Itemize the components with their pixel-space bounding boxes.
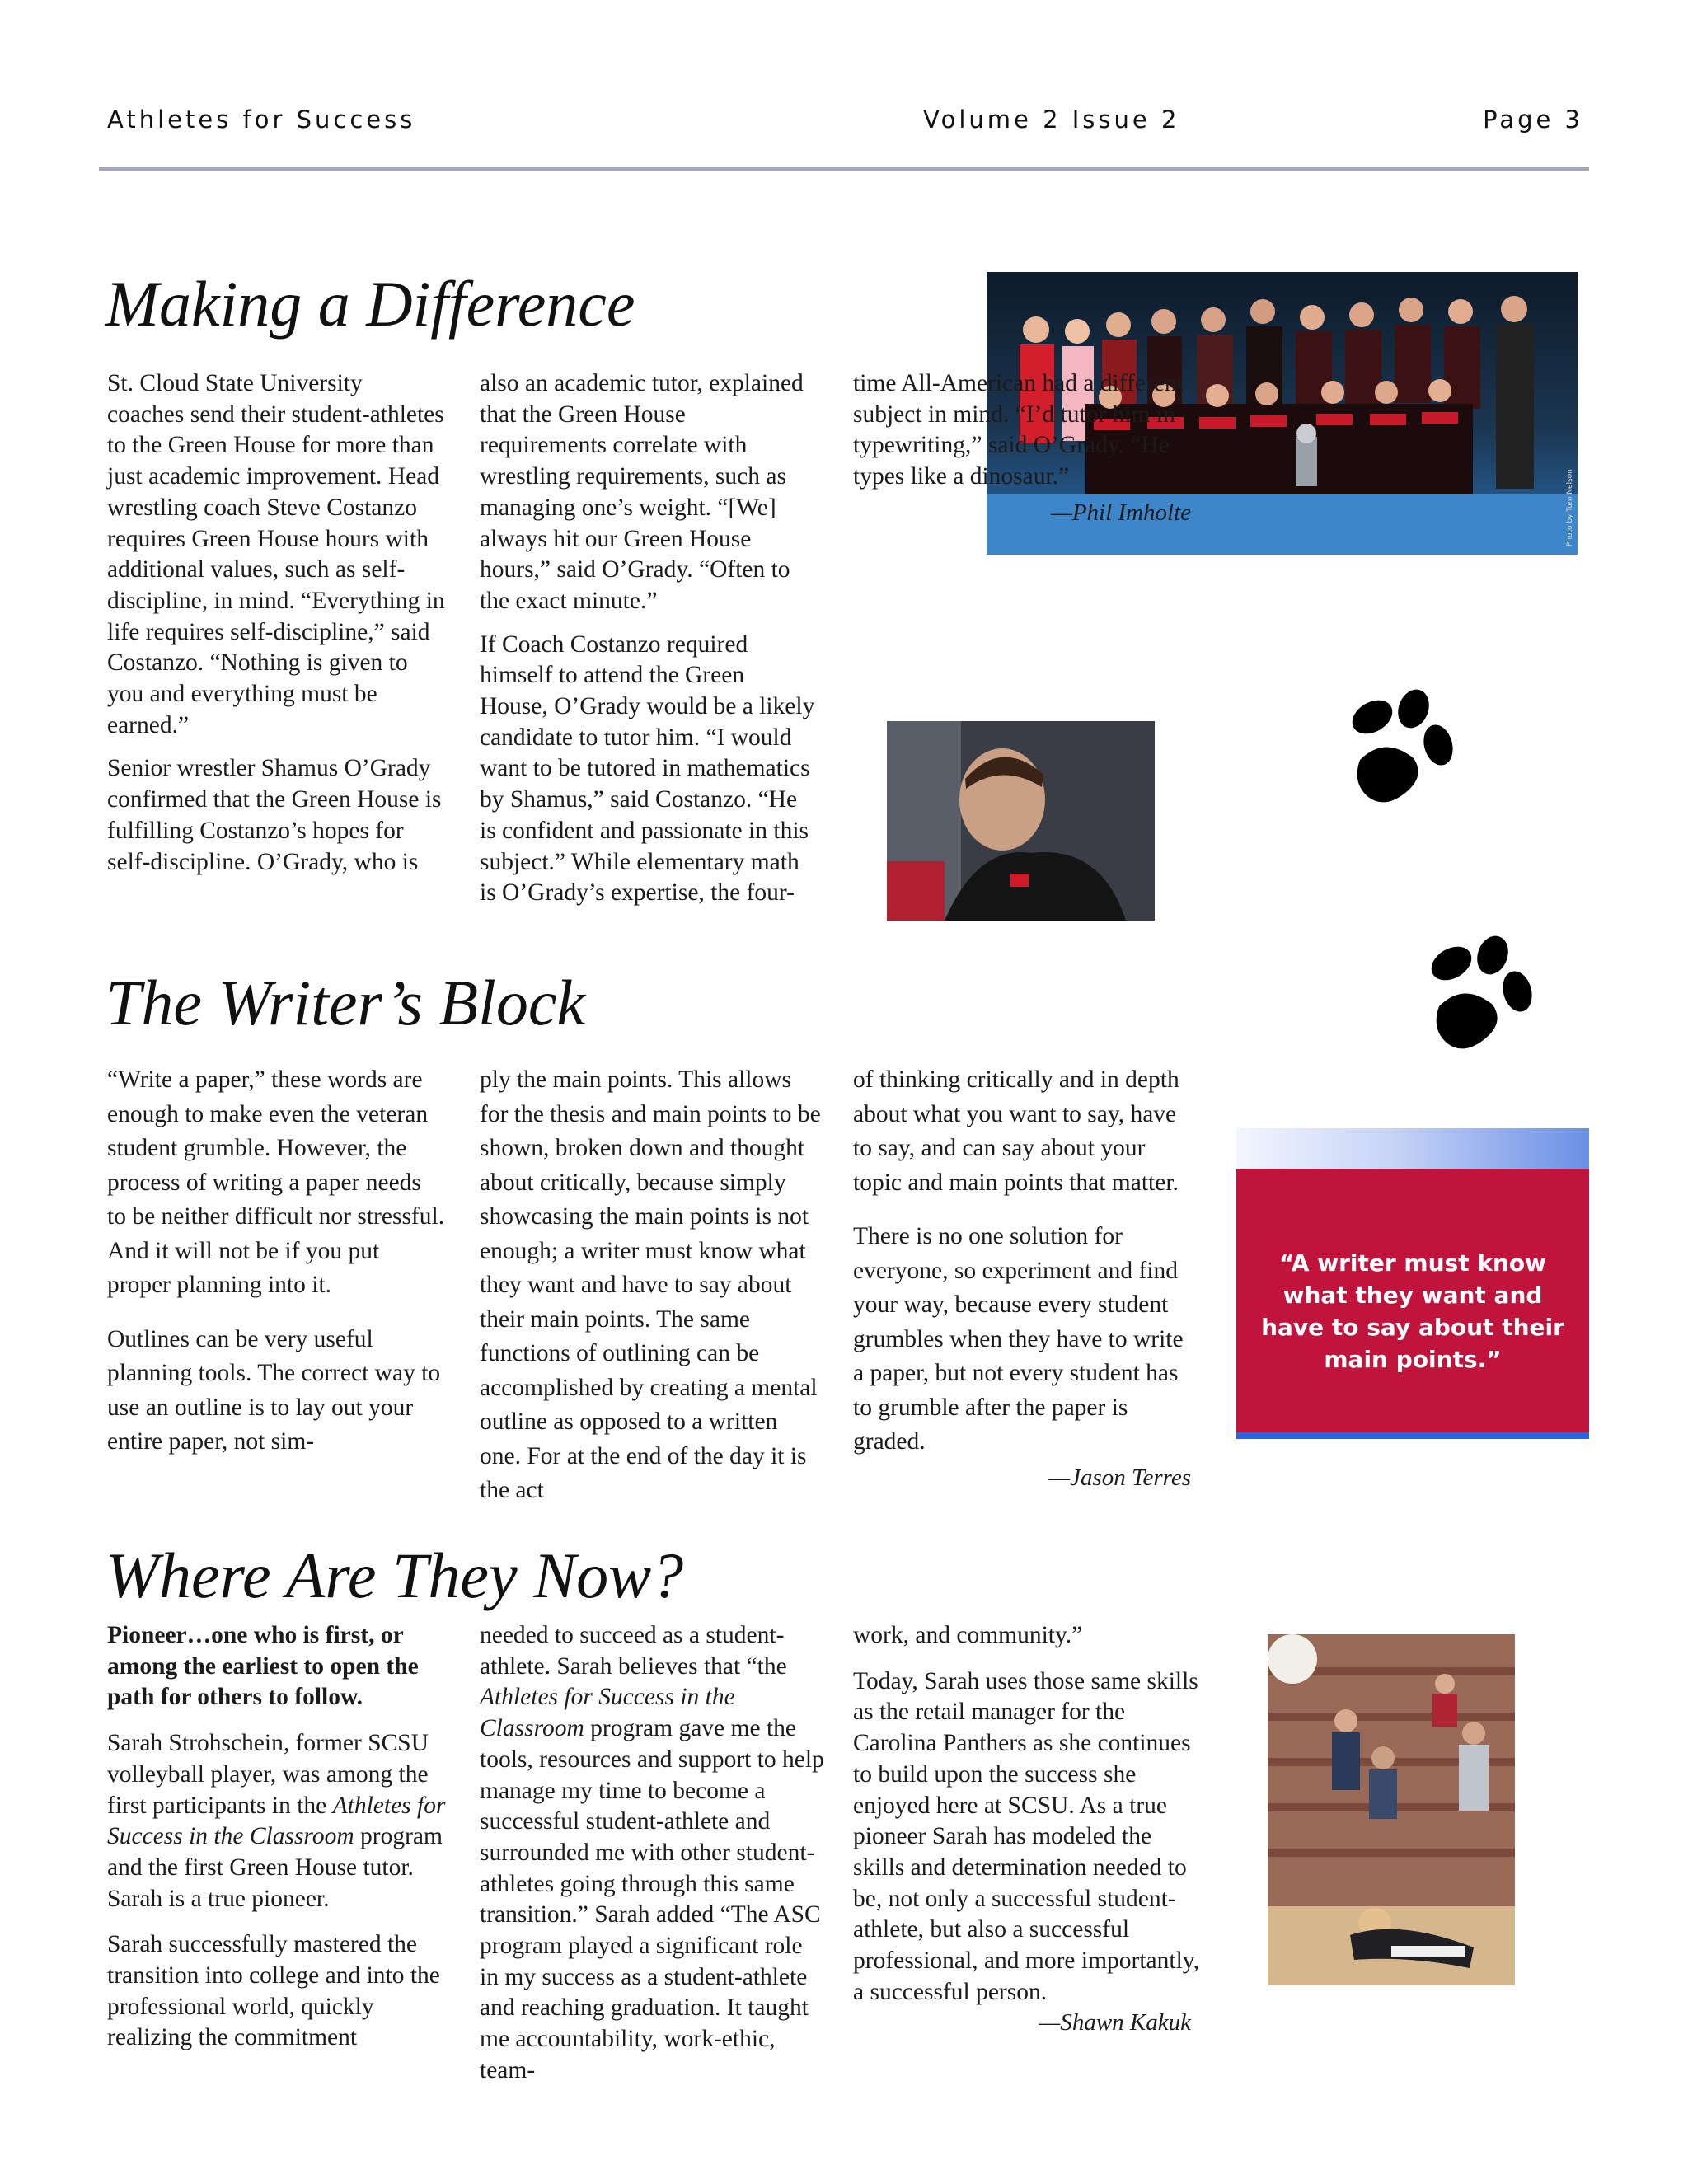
pull-quote-accent-bar <box>1236 1432 1589 1439</box>
page-number: Page 3 <box>1483 105 1583 134</box>
byline: —Shawn Kakuk <box>1039 2009 1191 2036</box>
article-where-col-3 <box>853 1620 1199 2039</box>
header-divider <box>99 167 1589 171</box>
pull-quote-text: “A writer must know what they want and have to say about their main points.” <box>1261 1249 1564 1373</box>
paragraph: time All-American had a different subject in mind. “I’d tutor him in typewriting,” said O’Grady. “He types like a dinosaur.” <box>853 370 1184 490</box>
paragraph: “Write a paper,” these words are enough to make even the veteran student grumble. However, the process of writing a paper needs to be neither difficult nor stressful. And it will not be if you put proper planning into it. <box>107 1066 445 1298</box>
article-writers-col-3 <box>853 1063 1198 1495</box>
article-writers-col-1 <box>107 1063 445 1479</box>
paragraph: St. Cloud State University coaches send their student-athletes to the Green House for more than just academic improvement. Head wrestling coach Steve Costanzo requires Green House hours with additional values, such as self-discipline, in mind. “Everything in life requires self-discipline,” said Costanzo. “Nothing is given to you and everything must be earned.” <box>107 370 445 738</box>
pull-quote-gradient-bar <box>1236 1128 1589 1169</box>
paragraph: There is no one solution for everyone, so experiment and find your way, because every student grumbles when they have to write a paper, but not every student has to grumble after the paper is graded. <box>853 1223 1184 1455</box>
article-making-col-2 <box>480 368 818 921</box>
paragraph: Senior wrestler Shamus O’Grady confirmed that the Green House is fulfilling Costanzo’s hopes for self-discipline. O’Grady, who is <box>107 755 442 875</box>
text-span: Sarah Strohschein, former SCSU volleyball player, was among the first participants in the <box>107 1730 429 1819</box>
coach-photo <box>887 721 1155 921</box>
paw-print-icon <box>1335 686 1459 811</box>
text-span: needed to succeed as a student-athlete. Sarah believes that “the <box>480 1622 787 1680</box>
paragraph: of thinking critically and in depth about what you want to say, have to say, and can say about your topic and main points that matter. <box>853 1066 1179 1196</box>
volleyball-player-photo <box>1268 1634 1515 1985</box>
article-making-col-3 <box>853 368 1199 529</box>
section-title-writers-block: The Writer’s Block <box>106 967 586 1038</box>
article-where-col-2 <box>480 1620 826 2087</box>
paragraph: also an academic tutor, explained that the Green House requirements correlate with wrestling requirements, such as managing one’s weight. “[We] always hit our Green House hours,” said O’Grady. “Often to the exact minute.” <box>480 370 804 614</box>
byline: —Jason Terres <box>1048 1464 1191 1491</box>
paragraph: ply the main points. This allows for the thesis and main points to be shown, broken down and thought about critically, because simply showcasing the main points is not enough; a writer must know what they want and have to say about their main points. The same functions of outlining can be accomplished by creating a mental outline as opposed to a written one. For at the end of the day it is the act <box>480 1066 821 1503</box>
text-span: program gave me the tools, resources and support to help manage my time to become a successful student-athlete and surrounded me with other student-athletes going through this same transition.” Sarah added “The ASC program played a significant role in my success as a student-athlete and reaching graduation. It taught me accountability, work-ethic, team- <box>480 1715 824 2083</box>
paragraph: work, and community.” <box>853 1622 1083 1648</box>
paragraph: If Coach Costanzo required himself to attend the Green House, O’Grady would be a likely candidate to tutor him. “I would want to be tutored in mathematics by Shamus,” said Costanzo. “He is confident and passionate in this subject.” While elementary math is O’Grady’s expertise, the four- <box>480 630 815 907</box>
pull-quote-box <box>1236 1128 1589 1441</box>
issue-number: Volume 2 Issue 2 <box>923 105 1180 134</box>
paragraph <box>107 1728 453 1915</box>
lead-definition: Pioneer…one who is first, or among the earliest to open the path for others to follow. <box>107 1622 419 1711</box>
article-making-col-1 <box>107 368 445 890</box>
photo-credit: Photo by Tom Nelson <box>1566 468 1574 546</box>
paw-print-icon <box>1414 932 1538 1057</box>
article-writers-col-2 <box>480 1063 824 1508</box>
byline: —Phil Imholte <box>1051 499 1191 526</box>
text-span: program and the first Green House tutor. Sarah is a true pioneer. <box>107 1823 443 1912</box>
program-name: Athletes for Success in the Classroom <box>107 1792 446 1850</box>
paragraph: Today, Sarah uses those same skills as the retail manager for the Carolina Panthers as she continues to build upon the success she enjoyed here at SCSU. As a true pioneer Sarah has modeled the skills and determination needed to be, not only a successful student-athlete, but also a successful professional, and more importantly, a successful person. <box>853 1667 1200 2005</box>
paragraph <box>480 1620 826 2087</box>
paragraph: Sarah successfully mastered the transition into college and into the professional world, quickly realizing the commitment <box>107 1931 440 2051</box>
paragraph: Outlines can be very useful planning tools. The correct way to use an outline is to lay out your entire paper, not sim- <box>107 1325 441 1455</box>
section-title-making-a-difference: Making a Difference <box>106 268 635 340</box>
publication-title: Athletes for Success <box>107 105 416 134</box>
section-title-where-are-they-now: Where Are They Now? <box>106 1540 684 1611</box>
article-where-col-1 <box>107 1620 453 2066</box>
program-name: Athletes for Success in the Classroom <box>480 1684 735 1742</box>
